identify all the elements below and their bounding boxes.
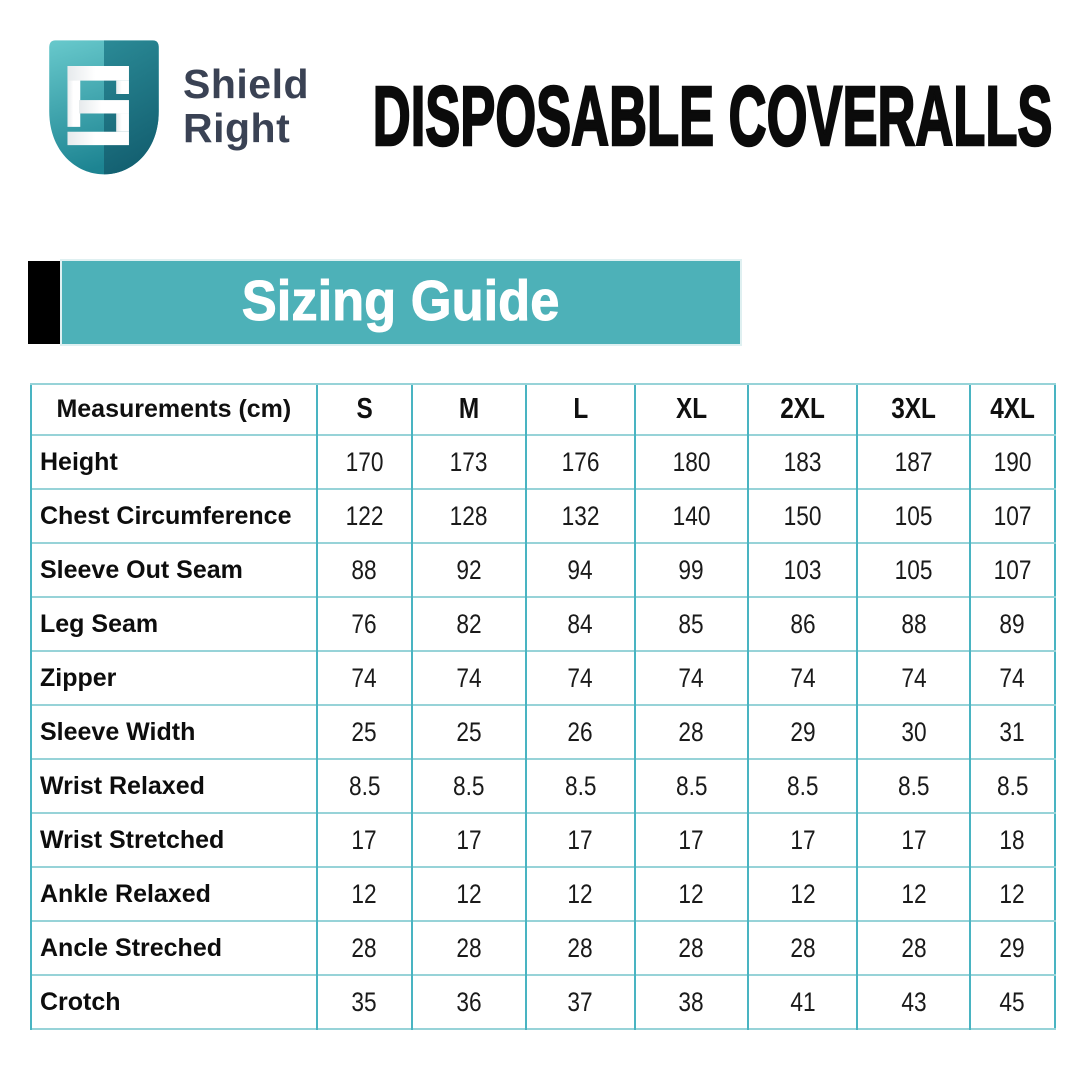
cell-value-text: 150 <box>783 500 822 531</box>
cell-value-text: 38 <box>678 986 705 1017</box>
cell-value <box>317 705 412 759</box>
table-header-row <box>31 384 1055 435</box>
cell-value-text: 31 <box>999 716 1026 747</box>
cell-value <box>412 597 526 651</box>
cell-value <box>635 975 748 1029</box>
cell-value <box>412 705 526 759</box>
cell-value-text: 25 <box>456 716 482 747</box>
cell-value <box>526 489 636 543</box>
table-row <box>31 705 1055 759</box>
cell-value-text: 37 <box>567 986 593 1017</box>
banner-teal-bar <box>62 261 740 344</box>
sizing-guide-banner <box>28 261 740 344</box>
cell-value <box>412 489 526 543</box>
cell-value-text: 28 <box>456 932 482 963</box>
cell-value <box>412 921 526 975</box>
cell-value <box>317 867 412 921</box>
cell-value-text: 17 <box>789 824 816 855</box>
cell-value <box>857 651 970 705</box>
cell-value-text: 183 <box>783 446 822 477</box>
cell-value <box>748 543 858 597</box>
cell-value <box>970 975 1055 1029</box>
cell-value-text: 170 <box>345 446 384 477</box>
cell-value-text: 28 <box>567 932 593 963</box>
row-label: Height <box>31 435 317 489</box>
cell-value <box>635 759 748 813</box>
cell-value <box>526 597 636 651</box>
cell-value-text: 12 <box>901 878 927 909</box>
cell-value <box>526 705 636 759</box>
cell-value <box>857 867 970 921</box>
cell-value-text: 43 <box>901 986 927 1017</box>
cell-value-text: 8.5 <box>348 770 381 801</box>
row-label: Ankle Relaxed <box>31 867 317 921</box>
cell-value-text: 45 <box>999 986 1026 1017</box>
cell-value <box>857 705 970 759</box>
cell-value-text: 76 <box>351 608 377 639</box>
cell-value <box>526 867 636 921</box>
cell-value-text: 8.5 <box>452 770 485 801</box>
row-label: Crotch <box>31 975 317 1029</box>
cell-value-text: 85 <box>678 608 705 639</box>
cell-value <box>748 435 858 489</box>
cell-value-text: 30 <box>901 716 927 747</box>
cell-value-text: 12 <box>567 878 593 909</box>
cell-value <box>635 651 748 705</box>
cell-value-text: 12 <box>351 878 377 909</box>
cell-value <box>635 813 748 867</box>
cell-value-text: 8.5 <box>786 770 819 801</box>
table-row <box>31 435 1055 489</box>
cell-value <box>748 597 858 651</box>
cell-value-text: 41 <box>789 986 816 1017</box>
cell-value-text: 17 <box>567 824 593 855</box>
cell-value <box>748 651 858 705</box>
cell-value-text: 105 <box>894 500 933 531</box>
cell-value <box>526 435 636 489</box>
cell-value-text: 74 <box>456 662 482 693</box>
cell-value <box>526 543 636 597</box>
row-label: Sleeve Out Seam <box>31 543 317 597</box>
cell-value-text: 74 <box>351 662 377 693</box>
cell-value-text: 28 <box>789 932 816 963</box>
cell-value <box>526 975 636 1029</box>
cell-value <box>412 867 526 921</box>
cell-value-text: 94 <box>567 554 593 585</box>
cell-value <box>857 921 970 975</box>
cell-value-text: 17 <box>678 824 705 855</box>
header-measurements <box>31 384 317 435</box>
table-row <box>31 489 1055 543</box>
cell-value <box>970 705 1055 759</box>
cell-value <box>635 597 748 651</box>
cell-value <box>412 813 526 867</box>
cell-value <box>970 813 1055 867</box>
cell-value <box>970 435 1055 489</box>
brand-name-line2: Right <box>183 105 291 151</box>
cell-value-text: 8.5 <box>564 770 597 801</box>
cell-value-text: 190 <box>993 446 1032 477</box>
cell-value-text: 88 <box>901 608 927 639</box>
cell-value <box>970 759 1055 813</box>
row-label: Sleeve Width <box>31 705 317 759</box>
cell-value <box>317 597 412 651</box>
header-label: Measurements (cm) <box>56 395 292 423</box>
row-label: Wrist Stretched <box>31 813 317 867</box>
cell-value <box>635 435 748 489</box>
header-label: XL <box>675 393 708 425</box>
cell-value <box>635 489 748 543</box>
cell-value-text: 17 <box>351 824 377 855</box>
row-label: Leg Seam <box>31 597 317 651</box>
cell-value-text: 105 <box>894 554 933 585</box>
page-title <box>0 70 1052 162</box>
cell-value-text: 122 <box>345 500 384 531</box>
cell-value-text: 176 <box>561 446 600 477</box>
cell-value-text: 82 <box>456 608 482 639</box>
cell-value-text: 74 <box>678 662 705 693</box>
cell-value <box>526 813 636 867</box>
cell-value-text: 28 <box>678 716 705 747</box>
cell-value-text: 12 <box>789 878 816 909</box>
cell-value-text: 28 <box>901 932 927 963</box>
cell-value <box>412 543 526 597</box>
cell-value <box>970 921 1055 975</box>
header-label: 4XL <box>990 393 1035 425</box>
header-size-m <box>412 384 526 435</box>
cell-value <box>748 813 858 867</box>
cell-value-text: 36 <box>456 986 482 1017</box>
cell-value-text: 103 <box>783 554 822 585</box>
row-label: Wrist Relaxed <box>31 759 317 813</box>
cell-value <box>857 489 970 543</box>
cell-value <box>317 921 412 975</box>
cell-value <box>317 543 412 597</box>
cell-value <box>748 705 858 759</box>
table-row <box>31 921 1055 975</box>
header-label: 3XL <box>891 393 936 425</box>
header-size-s <box>317 384 412 435</box>
cell-value-text: 86 <box>789 608 816 639</box>
table-row <box>31 543 1055 597</box>
cell-value-text: 29 <box>789 716 816 747</box>
cell-value-text: 28 <box>678 932 705 963</box>
table-row <box>31 651 1055 705</box>
row-label: Ancle Streched <box>31 921 317 975</box>
row-label: Chest Circumference <box>31 489 317 543</box>
table-row <box>31 867 1055 921</box>
cell-value-text: 140 <box>672 500 711 531</box>
cell-value <box>970 489 1055 543</box>
cell-value <box>635 921 748 975</box>
table-row <box>31 975 1055 1029</box>
cell-value <box>317 651 412 705</box>
cell-value-text: 89 <box>999 608 1026 639</box>
cell-value-text: 88 <box>351 554 377 585</box>
header-size-l <box>526 384 636 435</box>
table-row <box>31 813 1055 867</box>
cell-value <box>970 543 1055 597</box>
header-label: 2XL <box>780 393 825 425</box>
cell-value <box>970 651 1055 705</box>
cell-value <box>748 489 858 543</box>
cell-value-text: 180 <box>672 446 711 477</box>
brand-name-line1: Shield <box>183 61 310 107</box>
cell-value <box>857 597 970 651</box>
cell-value-text: 8.5 <box>897 770 930 801</box>
cell-value-text: 25 <box>351 716 377 747</box>
cell-value <box>317 489 412 543</box>
cell-value <box>857 813 970 867</box>
cell-value <box>970 867 1055 921</box>
cell-value <box>526 651 636 705</box>
cell-value <box>857 759 970 813</box>
cell-value <box>317 813 412 867</box>
cell-value-text: 29 <box>999 932 1026 963</box>
cell-value <box>635 705 748 759</box>
cell-value <box>635 543 748 597</box>
cell-value-text: 74 <box>567 662 593 693</box>
cell-value-text: 17 <box>456 824 482 855</box>
cell-value-text: 8.5 <box>996 770 1029 801</box>
cell-value-text: 74 <box>901 662 927 693</box>
cell-value <box>412 975 526 1029</box>
cell-value-text: 74 <box>999 662 1026 693</box>
cell-value-text: 107 <box>993 500 1032 531</box>
cell-value-text: 12 <box>999 878 1026 909</box>
cell-value-text: 74 <box>789 662 816 693</box>
cell-value <box>412 759 526 813</box>
page-title-text: DISPOSABLE COVERALLS <box>372 69 1052 163</box>
cell-value-text: 12 <box>456 878 482 909</box>
cell-value <box>526 759 636 813</box>
cell-value-text: 26 <box>567 716 593 747</box>
banner-black-accent <box>28 261 62 344</box>
cell-value-text: 17 <box>901 824 927 855</box>
cell-value <box>748 867 858 921</box>
cell-value <box>970 597 1055 651</box>
header-size-3xl <box>857 384 970 435</box>
cell-value <box>748 759 858 813</box>
cell-value <box>857 975 970 1029</box>
cell-value-text: 84 <box>567 608 593 639</box>
header-label: L <box>572 393 588 425</box>
cell-value <box>635 867 748 921</box>
cell-value-text: 132 <box>561 500 600 531</box>
cell-value <box>317 975 412 1029</box>
cell-value-text: 28 <box>351 932 377 963</box>
cell-value-text: 18 <box>999 824 1026 855</box>
cell-value-text: 92 <box>456 554 482 585</box>
header-label: M <box>458 393 479 425</box>
cell-value-text: 128 <box>449 500 488 531</box>
banner-title: Sizing Guide <box>242 268 560 333</box>
header-size-4xl <box>970 384 1055 435</box>
cell-value <box>412 435 526 489</box>
cell-value <box>857 435 970 489</box>
cell-value-text: 107 <box>993 554 1032 585</box>
cell-value <box>526 921 636 975</box>
cell-value <box>412 651 526 705</box>
cell-value <box>857 543 970 597</box>
table-row <box>31 597 1055 651</box>
cell-value <box>317 435 412 489</box>
header-size-2xl <box>748 384 858 435</box>
cell-value-text: 99 <box>678 554 705 585</box>
cell-value-text: 12 <box>678 878 705 909</box>
header-label: S <box>356 393 373 425</box>
cell-value-text: 187 <box>894 446 933 477</box>
cell-value-text: 173 <box>449 446 488 477</box>
table-row <box>31 759 1055 813</box>
sizing-table <box>30 383 1056 1030</box>
cell-value-text: 35 <box>351 986 377 1017</box>
cell-value <box>748 975 858 1029</box>
cell-value-text: 8.5 <box>675 770 708 801</box>
row-label: Zipper <box>31 651 317 705</box>
cell-value <box>317 759 412 813</box>
header-size-xl <box>635 384 748 435</box>
cell-value <box>748 921 858 975</box>
